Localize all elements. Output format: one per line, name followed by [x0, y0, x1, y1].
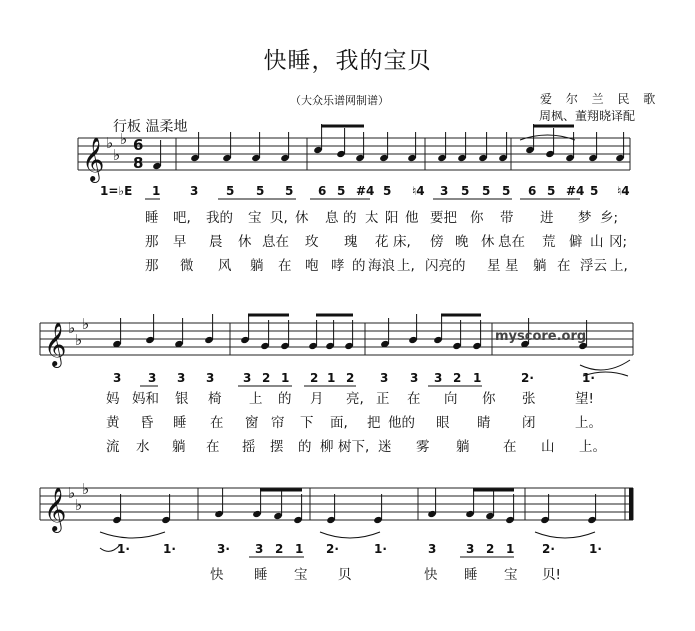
lyric-syllable: 息在 [498, 234, 525, 250]
lyric-syllable: 快 [424, 567, 438, 583]
jianpu-note: 3 [177, 371, 186, 385]
lyric-syllable: 闭 [522, 415, 536, 431]
lyric-syllable: 把 [367, 415, 381, 431]
jianpu-note: 3 [113, 371, 122, 385]
lyric-syllable: 张 [522, 391, 536, 407]
jianpu-note: 3 [434, 371, 443, 385]
jianpu-note: 3 [410, 371, 419, 385]
lyric-syllable: 银 [175, 391, 189, 407]
lyric-syllable: 他 [405, 210, 419, 226]
jianpu-note: 5 [502, 184, 511, 198]
lyric-syllable: 床, [393, 234, 411, 250]
lyric-syllable: 眼 [436, 415, 450, 431]
lyric-syllable: 在 [557, 258, 571, 274]
lyric-syllable: 进 [540, 210, 554, 226]
jianpu-note: 5 [337, 184, 346, 198]
lyric-syllable: 在 [206, 439, 220, 455]
jianpu-note: 5 [256, 184, 265, 198]
lyric-syllable: 睡 [464, 567, 478, 583]
jianpu-note: 1 [327, 371, 336, 385]
lyric-syllable: 玫 [305, 234, 319, 250]
lyric-syllable: 摆 [270, 439, 284, 455]
lyric-syllable: 睡 [254, 567, 268, 583]
lyric-syllable: 妈和 [132, 391, 159, 407]
lyric-syllable: 上 [249, 391, 263, 407]
lyric-syllable: 的 [343, 210, 357, 226]
song-title: 快睡，我的宝贝 [263, 48, 432, 74]
jianpu-note: 2 [310, 371, 319, 385]
slur [580, 360, 630, 370]
slur [535, 532, 595, 538]
jianpu-note: 5 [285, 184, 294, 198]
flat-icon: ♭ [113, 146, 121, 164]
lyric-syllable: 躺 [533, 258, 547, 274]
jianpu-note: 1 [473, 371, 482, 385]
lyric-syllable: 帘 [271, 415, 285, 431]
lyric-syllable: 睛 [477, 415, 491, 431]
lyric-syllable: 那 [145, 258, 159, 274]
lyric-syllable: 休 [238, 234, 252, 250]
lyric-syllable: 梦 [578, 210, 592, 226]
lyric-syllable: 阳 [385, 210, 399, 226]
flat-icon: ♭ [68, 484, 76, 502]
lyric-syllable: 微 [180, 258, 194, 274]
lyric-syllable: 面, [330, 415, 348, 431]
lyric-syllable: 亮, [346, 391, 364, 407]
jianpu-note: 1 [506, 542, 515, 556]
flat-icon: ♭ [120, 130, 128, 148]
lyric-syllable: 窗 [245, 415, 259, 431]
lyric-syllable: 的 [298, 439, 312, 455]
final-barline [629, 488, 633, 520]
key-signature-label: 1=♭E [100, 184, 133, 198]
lyric-syllable: 在 [407, 391, 421, 407]
lyric-syllable: 的 [352, 258, 366, 274]
lyric-syllable: 的 [278, 391, 292, 407]
lyric-syllable: 快 [210, 567, 224, 583]
lyric-syllable: 躺 [250, 258, 264, 274]
jianpu-note: 3 [243, 371, 252, 385]
lyric-syllable: 在 [210, 415, 224, 431]
jianpu-note: 1 [295, 542, 304, 556]
jianpu-note: 2· [542, 542, 555, 556]
lyric-syllable: 向 [444, 391, 458, 407]
jianpu-note: 1 [152, 184, 161, 198]
lyric-syllable: 荒 [542, 234, 556, 250]
lyric-syllable: 贝, [270, 210, 288, 226]
lyric-syllable: 带 [500, 210, 514, 226]
jianpu-note: 1· [589, 542, 602, 556]
lyric-syllable: 息 [325, 210, 339, 226]
lyric-syllable: 下 [300, 415, 314, 431]
lyric-syllable: 早 [173, 234, 187, 250]
slur [520, 135, 575, 140]
jianpu-note: #4 [356, 184, 375, 198]
jianpu-note: 3 [190, 184, 199, 198]
lyric-syllable: 冈; [609, 234, 628, 250]
lyric-syllable: 贝 [338, 567, 352, 583]
jianpu-note: 1· [163, 542, 176, 556]
jianpu-note: 2 [486, 542, 495, 556]
jianpu-note: 5 [226, 184, 235, 198]
lyric-syllable: 吧, [173, 210, 191, 226]
lyric-syllable: 傍 [430, 234, 444, 250]
flat-icon: ♭ [75, 331, 83, 349]
lyric-syllable: 妈 [106, 391, 120, 407]
lyric-syllable: 椅 [208, 391, 222, 407]
flat-icon: ♭ [75, 496, 83, 514]
lyric-syllable: 要把 [430, 210, 457, 226]
lyric-syllable: 月 [310, 391, 324, 407]
lyric-syllable: 休 [295, 210, 309, 226]
jianpu-note: 1· [582, 371, 595, 385]
slur [100, 532, 165, 538]
jianpu-note: 2 [453, 371, 462, 385]
tempo-marking: 行板 温柔地 [113, 119, 188, 135]
lyric-syllable: 上。 [579, 439, 606, 455]
lyric-syllable: 哮 [331, 258, 345, 274]
lyric-syllable: 山 [590, 234, 604, 250]
score-maker: （大众乐谱网制谱） [290, 94, 389, 107]
jianpu-note: 3 [466, 542, 475, 556]
lyric-syllable: 僻 [569, 234, 583, 250]
time-signature-bottom: 8 [133, 154, 144, 172]
lyric-syllable: 柳 [320, 439, 334, 455]
lyric-syllable: 望! [575, 391, 594, 407]
lyric-syllable: 在 [278, 258, 292, 274]
jianpu-note: 6 [318, 184, 327, 198]
jianpu-note: 3 [255, 542, 264, 556]
flat-icon: ♭ [106, 134, 114, 152]
lyric-syllable: 你 [470, 210, 484, 226]
lyric-syllable: 流 [106, 439, 120, 455]
lyric-syllable: 休 [481, 234, 495, 250]
flat-icon: ♭ [82, 480, 90, 498]
lyric-syllable: 宝 [504, 567, 518, 583]
lyric-syllable: 在 [503, 439, 517, 455]
jianpu-note: 5 [482, 184, 491, 198]
jianpu-note: 2 [262, 371, 271, 385]
lyric-syllable: 宝 [294, 567, 308, 583]
jianpu-note: 2· [326, 542, 339, 556]
lyric-syllable: 正 [376, 391, 390, 407]
jianpu-note: 1· [374, 542, 387, 556]
lyric-syllable: 瑰 [344, 234, 358, 250]
lyric-syllable: 星 [505, 258, 519, 274]
lyric-syllable: 上, [397, 258, 415, 274]
lyric-syllable: 浮云 [580, 258, 607, 274]
jianpu-note: 3 [428, 542, 437, 556]
lyric-syllable: 海浪 [368, 258, 395, 274]
jianpu-note: 3 [148, 371, 157, 385]
lyric-syllable: 乡; [600, 210, 619, 226]
slur [320, 532, 380, 538]
lyric-syllable: 昏 [140, 415, 154, 431]
watermark-text: myscore.org [495, 329, 587, 344]
lyric-syllable: 息在 [262, 234, 289, 250]
lyric-syllable: 他的 [388, 415, 415, 431]
lyric-syllable: 宝 [248, 210, 262, 226]
jianpu-note: 3 [440, 184, 449, 198]
jianpu-note: 5 [461, 184, 470, 198]
treble-clef-icon: 𝄞 [44, 487, 67, 531]
flat-icon: ♭ [68, 319, 76, 337]
time-signature-top: 6 [133, 136, 144, 154]
flat-icon: ♭ [82, 315, 90, 333]
lyric-syllable: 摇 [242, 439, 256, 455]
lyric-syllable: 雾 [416, 439, 430, 455]
jianpu-note: 2 [346, 371, 355, 385]
lyric-syllable: 黄 [106, 415, 120, 431]
jianpu-note: 3· [217, 542, 230, 556]
lyric-syllable: 上, [610, 258, 628, 274]
lyric-syllable: 晨 [209, 234, 223, 250]
lyric-syllable: 星 [487, 258, 501, 274]
lyric-syllable: 迷 [378, 439, 392, 455]
treble-clef-icon: 𝄞 [44, 322, 67, 366]
lyric-syllable: 你 [482, 391, 496, 407]
jianpu-note: 1· [117, 542, 130, 556]
jianpu-note: 3 [206, 371, 215, 385]
lyric-syllable: 躺 [456, 439, 470, 455]
jianpu-note: #4 [566, 184, 585, 198]
jianpu-note: 2· [521, 371, 534, 385]
lyric-syllable: 水 [136, 439, 150, 455]
lyric-syllable: 那 [145, 234, 159, 250]
jianpu-note: 2 [275, 542, 284, 556]
lyric-syllable: 贝! [542, 567, 561, 583]
jianpu-note: 5 [590, 184, 599, 198]
jianpu-note: ♮4 [412, 184, 425, 198]
lyric-syllable: 风 [218, 258, 232, 274]
lyric-syllable: 睡 [173, 415, 187, 431]
translator-credit: 周枫、董翔晓译配 [539, 109, 636, 123]
jianpu-note: 5 [383, 184, 392, 198]
jianpu-note: 3 [380, 371, 389, 385]
lyric-syllable: 躺 [172, 439, 186, 455]
jianpu-note: 1 [281, 371, 290, 385]
lyric-syllable: 闪亮的 [425, 258, 466, 274]
lyric-syllable: 咆 [305, 258, 319, 274]
lyric-syllable: 上。 [575, 415, 602, 431]
jianpu-note: 6 [528, 184, 537, 198]
jianpu-note: 5 [547, 184, 556, 198]
song-origin: 爱 尔 兰 民 歌 [540, 92, 661, 106]
lyric-syllable: 山 [541, 439, 555, 455]
lyric-syllable: 睡 [145, 210, 159, 226]
treble-clef-icon: 𝄞 [82, 137, 105, 181]
jianpu-note: ♮4 [617, 184, 630, 198]
lyric-syllable: 树下, [338, 439, 370, 455]
lyric-syllable: 我的 [206, 210, 233, 226]
lyric-syllable: 花 [375, 234, 389, 250]
lyric-syllable: 太 [365, 210, 379, 226]
lyric-syllable: 晚 [455, 234, 469, 250]
